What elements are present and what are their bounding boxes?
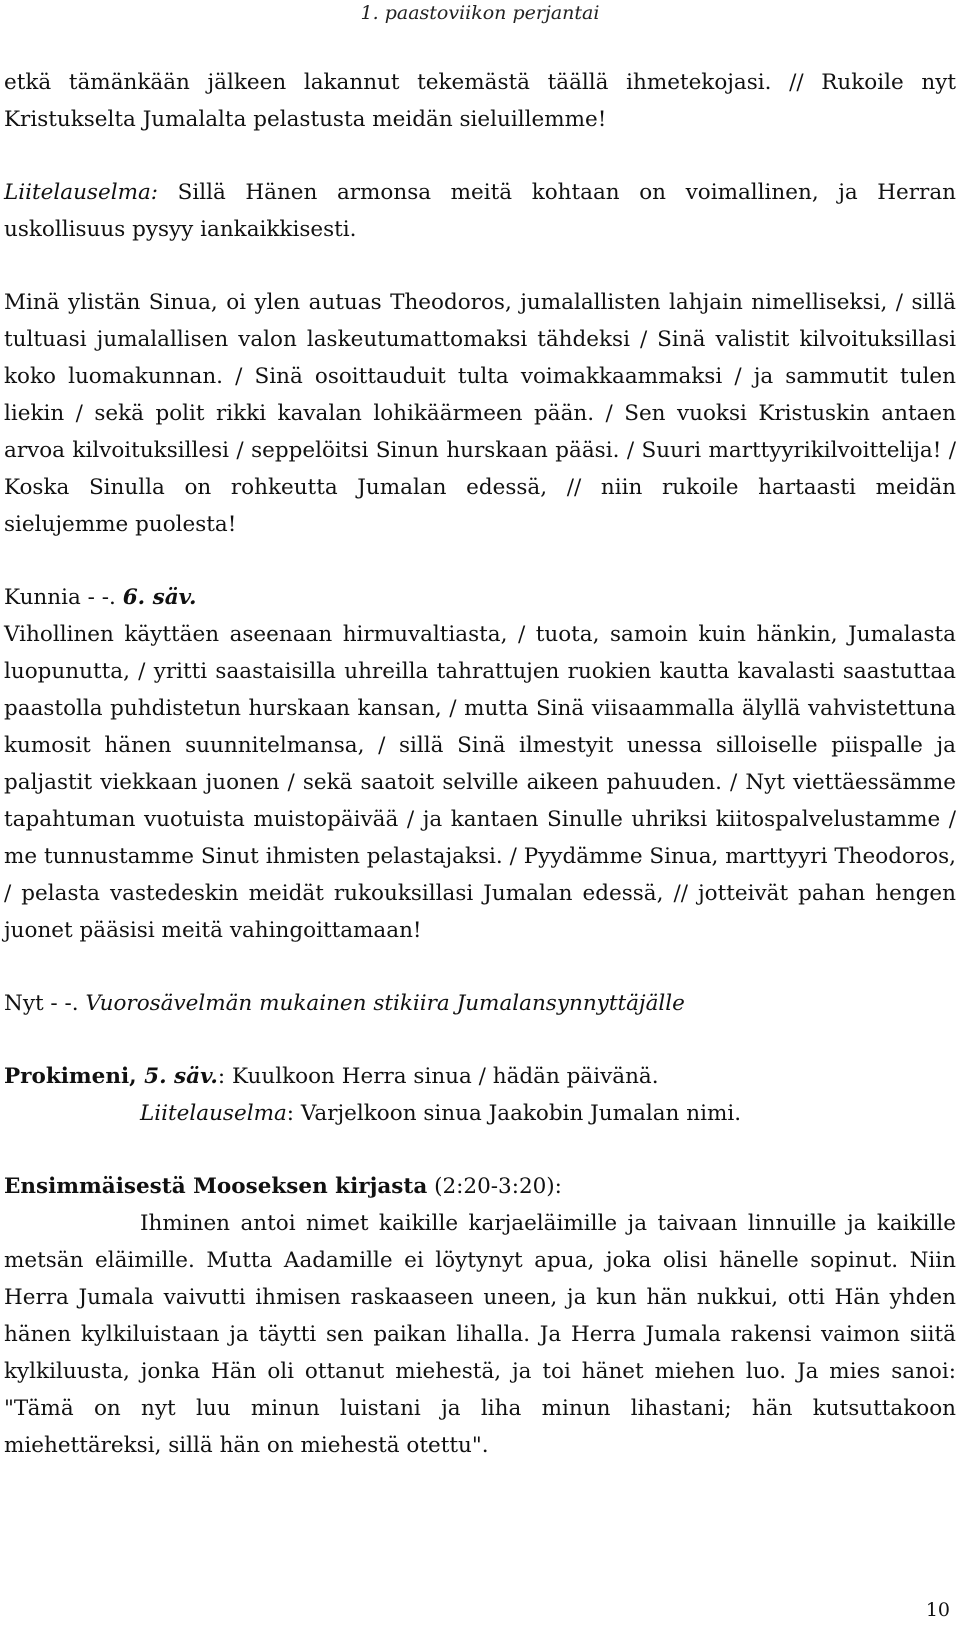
prokimeni-tone: 5. säv. bbox=[136, 1064, 218, 1089]
spacer bbox=[4, 543, 956, 579]
verse-label: Liitelauselma: bbox=[4, 180, 159, 205]
paragraph-continuation: etkä tämänkään jälkeen lakannut tekemästä täällä ihmetekojasi. // Rukoile nyt Kristukselta Jumalalta pelastusta meidän sieluillemme! bbox=[4, 70, 956, 132]
spacer bbox=[4, 949, 956, 985]
stikhera-paragraph: Vihollinen käyttäen aseenaan hirmuvaltiasta, / tuota, samoin kuin hänkin, Jumalasta luopunutta, / yritti saastaisilla uhreilla tahrattujen ruokien kautta kavalasti saastuttaa paastolla puhdistetun hurskaan kansan, / mutta Sinä viisaammalla älyllä vahvistettuna kumosit hänen suunnitelmansa, / sillä Sinä ilmestyit unessa silloiselle piispalle ja paljastit viekkaan juonen / sekä saatoit selville aikeen pahuuden. / Nyt viettäessämme tapahtuman vuotuista muistopäivää / ja kantaen Sinulle uhriksi kiitospalvelustamme / me tunnustamme Sinut ihmisten pelastajaksi. / Pyydämme Sinua, marttyyri Theodoros, / pelasta vastedeskin meidät rukouksillasi Jumalan edessä, // jotteivät pahan hengen juonet pääsisi meitä vahingoittamaan! bbox=[4, 622, 956, 943]
hymn-paragraph: Minä ylistän Sinua, oi ylen autuas Theodoros, jumalallisten lahjain nimelliseksi, / sillä tultuasi jumalallisen valon laskeutumattomaksi tähdeksi / Sinä valistit kilvoituksillasi koko luomakunnan. / Sinä osoittauduit tulta voimakkaammaksi / ja sammutit tulen liekin / sekä polit rikki kavalan lohikäärmeen pään. / Sen vuoksi Kristuskin antaen arvoa kilvoituksillesi / seppelöitsi Sinun hurskaan pääsi. / Suuri marttyyrikilvoittelija! / Koska Sinulla on rohkeutta Jumalan edessä, // niin rukoile hartaasti meidän sielujemme puolesta! bbox=[4, 290, 956, 537]
verse-paragraph bbox=[4, 174, 956, 248]
verse-text: Sillä Hänen armonsa meitä kohtaan on voimallinen, ja Herran uskollisuus pysyy iankaikkisesti. bbox=[4, 180, 956, 242]
reading-reference: (2:20-3:20): bbox=[427, 1174, 562, 1199]
spacer bbox=[4, 248, 956, 284]
kunnia-prefix: Kunnia - -. bbox=[4, 585, 123, 610]
prokimeni-text: : Kuulkoon Herra sinua / hädän päivänä. bbox=[217, 1064, 659, 1089]
prokimeni-verse-label: Liitelauselma bbox=[140, 1101, 287, 1126]
running-header: 1. paastoviikon perjantai bbox=[360, 2, 600, 24]
prokimeni-line bbox=[4, 1058, 956, 1095]
nyt-prefix: Nyt - -. bbox=[4, 991, 86, 1016]
page-number: 10 bbox=[925, 1599, 950, 1621]
reading-title: Ensimmäisestä Mooseksen kirjasta bbox=[4, 1174, 428, 1199]
kunnia-tone: 6. säv. bbox=[122, 585, 197, 610]
nyt-description: Vuorosävelmän mukainen stikiira Jumalansynnyttäjälle bbox=[85, 991, 685, 1016]
prokimeni-verse-text: : Varjelkoon sinua Jaakobin Jumalan nimi. bbox=[286, 1101, 742, 1126]
reading-heading bbox=[4, 1168, 956, 1205]
prokimeni-verse bbox=[4, 1095, 956, 1132]
spacer bbox=[4, 138, 956, 174]
spacer bbox=[4, 1022, 956, 1058]
page-content bbox=[4, 64, 956, 1464]
nyt-line bbox=[4, 985, 956, 1022]
prokimeni-label: Prokimeni, bbox=[4, 1064, 137, 1089]
kunnia-heading bbox=[4, 579, 956, 616]
spacer bbox=[4, 1132, 956, 1168]
reading-text: Ihminen antoi nimet kaikille karjaeläimille ja taivaan linnuille ja kaikille metsän eläimille. Mutta Aadamille ei löytynyt apua, joka olisi hänelle sopinut. Niin Herra Jumala vaivutti ihmisen raskaaseen uneen, ja kun hän nukkui, otti Hän yhden hänen kylkiluistaan ja täytti sen paikan lihalla. Ja Herra Jumala rakensi vaimon siitä kylkiluusta, jonka Hän oli ottanut miehestä, ja toi hänet miehen luo. Ja mies sanoi: "Tämä on nyt luu minun luistani ja liha minun lihastani; hän kutsuttakoon miehettäreksi, sillä hän on miehestä otettu". bbox=[4, 1211, 956, 1458]
